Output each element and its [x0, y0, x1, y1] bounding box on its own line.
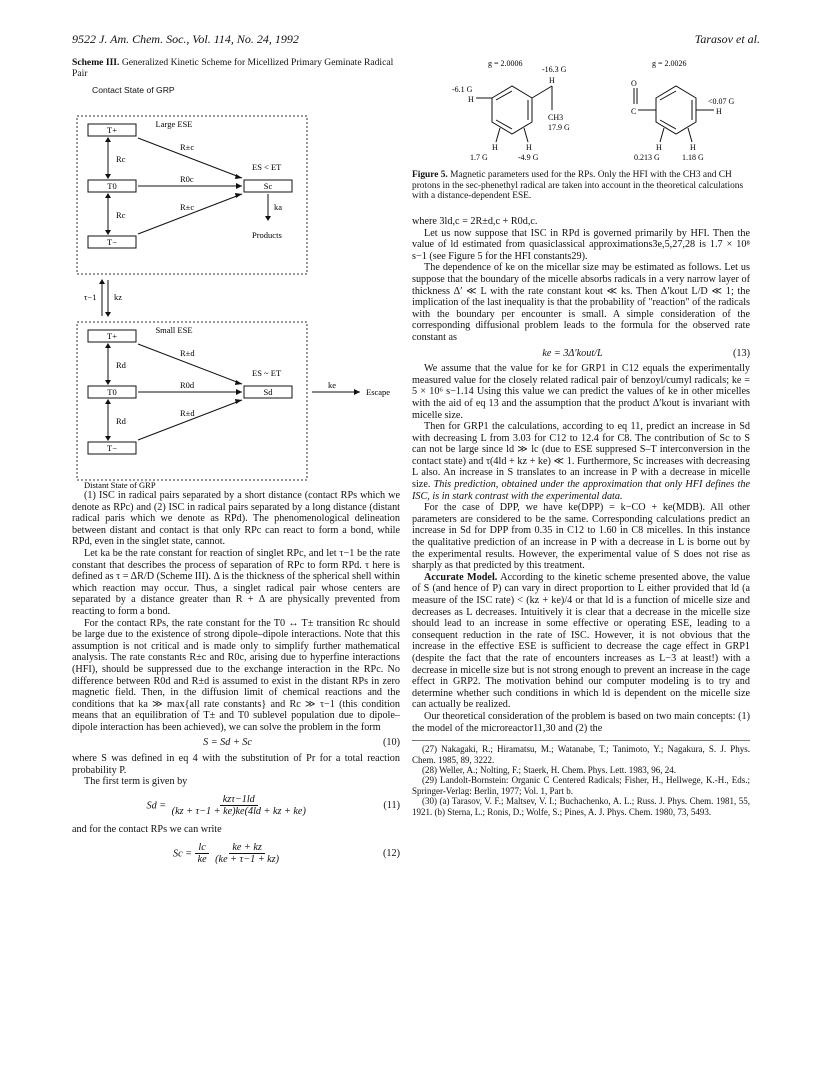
large-ese-label: Large ESE	[155, 119, 193, 129]
eq11-num: kzτ−1ld	[220, 794, 258, 807]
distant-state-label: Distant State of GRP	[84, 480, 156, 490]
scheme-title	[72, 57, 402, 96]
page-header	[72, 32, 760, 48]
equation-11	[72, 794, 400, 818]
r0c-label: R0c	[180, 174, 194, 184]
eq12-number: (12)	[383, 847, 400, 859]
right-para-7	[412, 572, 750, 711]
eq12-n1: lc	[195, 842, 208, 855]
contact-state-box	[77, 116, 307, 274]
eq12-lhs: Sc =	[172, 848, 193, 860]
lbl-l4: CH3	[548, 113, 564, 122]
left-para-1: (1) ISC in radical pairs separated by a short distance (contact RPs which we denote as RPc) and (2) ISC in radical pairs separated by a long distance (distant radical paris which we denote as RPd). The phenomenological delineation between distant and contact is that only RPc can react to form a bond, while RPd, even in the singlet state, cannot.	[72, 490, 400, 548]
es-lt-et-label: ES < ET	[252, 162, 282, 172]
ref-30: (30) (a) Tarasov, V. F.; Maltsev, V. I.; Buchachenko, A. L.; Russ. J. Phys. Chem. 1981, 55, 1921. (b) Sterna, L.; Ronis, D.; Wolfe, S.; Pines, A. J. Phys. Chem. 1980, 73, 5493.	[412, 796, 750, 817]
ref-27: (27) Nakagaki, R.; Hiramatsu, M.; Watanabe, T.; Tanimoto, Y.; Nagakura, S. J. Phys. Chem. 1985, 89, 3222.	[412, 744, 750, 765]
right-para-6: For the case of DPP, we have ke(DPP) = k−CO + ke(MDB). All other parameters are considered to be the same. Corresponding calculations predict an increase in Sd for DPP from 0.35 in C12 to 1.60 in C8 micelles. In this instance the qualitative prediction of an increase in P with a decrease in L is borne out by the experimental results. However, the experimental value of S does not rise as sharply as that predicted by this treatment.	[412, 502, 750, 572]
scheme-diagram	[72, 112, 412, 492]
equation-10	[72, 737, 400, 749]
lbl-r1: C	[631, 107, 637, 116]
distant-t0-label: T0	[107, 387, 117, 397]
rsc-lower-label: R±c	[180, 202, 195, 212]
equation-12	[72, 842, 400, 866]
accurate-model-heading: Accurate Model.	[424, 571, 498, 583]
lbl-r7: 1.18 G	[682, 153, 704, 162]
lbl-l3: H	[468, 95, 474, 104]
g-right: g = 2.0026	[652, 59, 687, 68]
lbl-l0: -16.3 G	[542, 65, 567, 74]
eq12-num: ke + kz	[229, 842, 265, 855]
eq11-den: (kz + τ−1 + ke)ke(4ld + kz + ke)	[171, 806, 306, 818]
left-column	[72, 490, 400, 872]
rsc-upper-label: R±c	[180, 142, 195, 152]
eq11-number: (11)	[383, 800, 400, 812]
lbl-r3: H	[716, 107, 722, 116]
left-para-2: Let ka be the rate constant for reaction of singlet RPc, and let τ−1 be the rate constant that describes the process of separation of RPc to form RPd. τ here is defined as τ = ΔR/D (Scheme III). Δ is the thickness of the spherical shell within which reaction may occur. Thus, a singlet radical pair whose centers are separated by a distance greater than R + Δ are physically prevented from reacting to form a bond.	[72, 547, 400, 617]
lbl-r4: H	[656, 143, 662, 152]
rd-lower-label: Rd	[116, 416, 126, 426]
kz-label: kz	[114, 292, 123, 302]
author-running-head: Tarasov et al.	[694, 32, 760, 46]
eq13-number: (13)	[733, 347, 750, 359]
lbl-l8: 1.7 G	[470, 153, 488, 162]
products-label: Products	[252, 230, 282, 240]
left-para-6: and for the contact RPs we can write	[72, 824, 222, 836]
rd-upper-label: Rd	[116, 360, 126, 370]
left-benzene-ring	[492, 86, 532, 134]
eq13-body: ke = 3Δ′kout/L	[542, 347, 603, 359]
contact-tminus-label: T−	[107, 237, 117, 247]
eq11-lhs: Sd =	[146, 800, 167, 812]
rsd-lower-label: R±d	[180, 408, 195, 418]
lbl-r2: <0.07 G	[708, 97, 735, 106]
g-left: g = 2.0006	[488, 59, 523, 68]
scheme-number: Scheme III.	[72, 57, 120, 68]
footnote-references	[412, 740, 750, 817]
lbl-l6: H	[492, 143, 498, 152]
es-eq-et-label: ES ~ ET	[252, 368, 282, 378]
right-benzene-ring	[656, 86, 696, 134]
right-para-4: We assume that the value for ke for GRP1 in C12 equals the experimentally measured value for the closely related radical pair of benzoyl/cumyl radicals; ke = 5 × 10⁶ s−1.14 Using this value we can predict the values of ke in other micelles with the aid of eq 13 and the assumption that the product Δ′kout is invariant with micelle size.	[412, 363, 750, 421]
left-para-4: where S was defined in eq 4 with the substitution of Pr for a total reaction probability P.	[72, 753, 400, 776]
small-ese-label: Small ESE	[155, 325, 193, 335]
right-para-7b: According to the kinetic scheme presented above, the value of S (and hence of P) can vary in direct proportion to L either provided that ld (a measure of the ISC rate) < (kz + ke)/4 or that ld is a function of micelle size and decreases as L decreases. Intuitively it is clear that a decrease in the micelle size should lead to an increase in some effective or operating ESE, leading to a consequent reduction in the rate of ISC. However, it is not obvious that the increase in the effective ESE is sufficient to decrease the cage effect in GRP1 (despite the fact that the rate of encounters increases as L−3 at least!) with a decrease in micelle size but is not strong enough to prevent an increase in the cage effect in GRP2. The motivation behind our computer modeling is to try and determine whether such conditions in which ld is dependent on the micelle size can actually be realized.	[412, 571, 750, 711]
contact-sc-label: Sc	[263, 181, 273, 191]
ref-28: (28) Weller, A.; Nolting, F.; Staerk, H. Chem. Phys. Lett. 1983, 96, 24.	[422, 764, 677, 775]
lbl-l1: H	[549, 76, 555, 85]
equation-13	[412, 348, 750, 360]
distant-tplus-label: T+	[107, 331, 117, 341]
lbl-r0: O	[631, 79, 637, 88]
ka-label: ka	[274, 202, 283, 212]
figure-5-caption-text: Magnetic parameters used for the RPs. Only the HFI with the CH3 and CH protons in the sec-phenethyl radical are taken into account in the theoretical calculations with a distance-dependent ESE.	[412, 170, 744, 202]
lbl-l5: 17.9 G	[548, 123, 570, 132]
ref-29: (29) Landolt-Bornstein: Organic C Centered Radicals; Fisher, H., Hellwege, K.-H., Eds.; Springer-Verlag: Berlin, 1977; Vol. 1, Part b.	[412, 775, 750, 796]
lbl-l2: -6.1 G	[452, 85, 473, 94]
rc-upper-label: Rc	[116, 154, 126, 164]
eq10-body: S = Sd + Sc	[203, 737, 252, 749]
r0d-label: R0d	[180, 380, 195, 390]
lbl-l9: -4.9 G	[518, 153, 539, 162]
scheme-title-text: Generalized Kinetic Scheme for Micellized Primary Geminate Radical Pair	[72, 57, 394, 79]
contact-t0-label: T0	[107, 181, 117, 191]
tau-inverse-label: τ−1	[84, 292, 97, 302]
figure-5-structures	[412, 56, 752, 168]
escape-label: Escape	[366, 387, 391, 397]
left-para-3: For the contact RPs, the rate constant for the T0 ↔ T± transition Rc should be large due to the existence of strong dipole–dipole interactions. Note that this assumption is not critical and is made only to simplify further mathematical analysis. The rate constants R±c and R0c, arising due to hyperfine interactions (HFI), should be suppressed due to the exchange interaction in the RPc. No difference between R0d and R±d is assumed to exist in the distant RPs in zero magnetic field. Then, in the diffusion limit of chemical reactions and the conditions that ka ≫ max{all rate constants} and Rc ≫ τ−1 (this condition means that an equilibration of T± and T0 sublevel population due to dipole–dipole interaction has been achieved), we can solve the problem in the form	[72, 617, 400, 733]
eq10-number: (10)	[383, 737, 400, 749]
journal-citation: 9522 J. Am. Chem. Soc., Vol. 114, No. 24, 1992	[72, 32, 299, 46]
right-para-8: Our theoretical consideration of the problem is based on two main concepts: (1) the model of the microreactor11,30 and (2) the	[412, 710, 750, 734]
right-para-1: where 3ld,c = 2R±d,c + R0d,c.	[412, 216, 538, 227]
rsd-upper-label: R±d	[180, 348, 195, 358]
distant-sd-label: Sd	[263, 387, 273, 397]
rc-lower-label: Rc	[116, 210, 126, 220]
figure-5-label: Figure 5.	[412, 170, 448, 180]
lbl-r5: H	[690, 143, 696, 152]
contact-state-label: Contact State of GRP	[92, 85, 175, 95]
contact-tplus-label: T+	[107, 125, 117, 135]
ke-label: ke	[328, 380, 337, 390]
distant-state-box	[77, 322, 307, 480]
right-para-5	[412, 421, 750, 502]
right-column	[412, 216, 750, 817]
right-para-2: Let us now suppose that ISC in RPd is governed primarily by HFI. Then the value of ld estimated from quasiclassical approximations3e,5,27,28 is 1.7 × 10⁸ s−1 (see Figure 5 for the HFI constants29).	[412, 227, 750, 262]
right-para-5a: Then for GRP1 the calculations, according to eq 11, predict an increase in Sd with decreasing L from 3.03 for C12 to 12.4 for C8. The contribution of Sc to S can not be large since ld ≫ lc (due to ESE suppresed S–T interconversion in the contact state) and τ(4ld + kz + ke) ≪ 1. Furthermore, Sc increases with decreasing L also. An increase in S translates to an increase in P with a decrease in micelle size.	[412, 421, 750, 491]
eq12-den: (ke + τ−1 + kz)	[215, 854, 280, 866]
figure-5-caption	[412, 170, 750, 202]
right-para-3: The dependence of ke on the micellar size may be estimated as follows. Let us suppose that the boundary of the micelle absorbs radicals in a very narrow layer of thickness Δ′ ≪ L with the rate constant kout ≪ ks. Then Δ′kout L/D ≪ 1; the implication of the last inequality is that the probability of "reaction" of the radicals with the boundary per encounter is small. A simple consideration of the corresponding diffusional problem leads to the formula for the observed rate constant as	[412, 262, 750, 343]
lbl-r6: 0.213 G	[634, 153, 660, 162]
lbl-l7: H	[526, 143, 532, 152]
distant-tminus-label: T−	[107, 443, 117, 453]
eq12-d1: ke	[197, 854, 207, 866]
right-para-5b: This prediction, obtained under the approximation that only HFI defines the ISC, is in stark contrast with the experimental data.	[412, 479, 750, 502]
left-para-5: The first term is given by	[84, 776, 188, 788]
